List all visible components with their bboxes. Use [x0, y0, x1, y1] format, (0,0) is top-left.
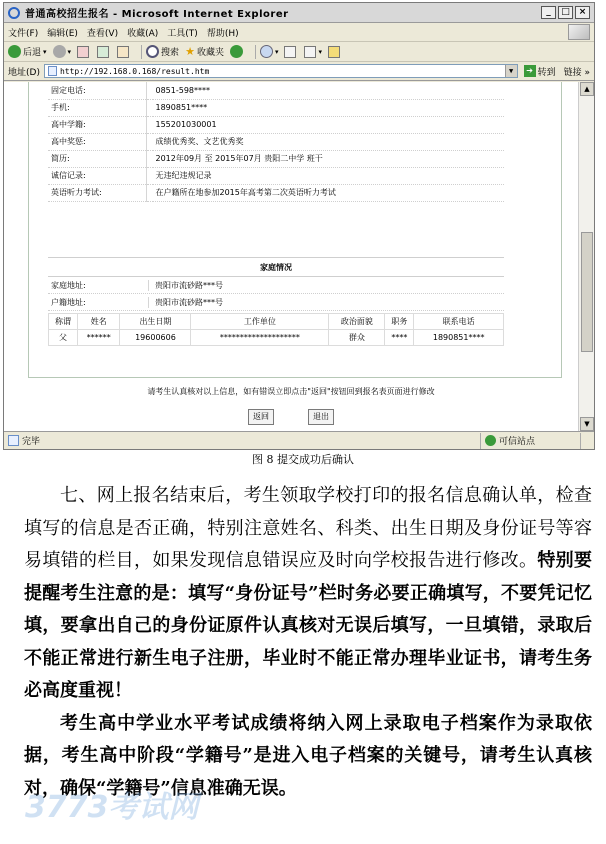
- maximize-button[interactable]: □: [558, 6, 573, 19]
- media-icon: [230, 45, 243, 58]
- site-watermark: 3773考试网: [25, 790, 199, 825]
- go-label: 转到: [537, 67, 556, 78]
- search-label: 搜索: [161, 48, 180, 58]
- dropdown-icon[interactable]: ▾: [318, 47, 322, 56]
- back-label: 后退: [23, 48, 42, 58]
- folder-icon: [328, 46, 340, 58]
- print-icon: [304, 46, 316, 58]
- folder-button[interactable]: [328, 46, 342, 58]
- trusted-zone-icon: [485, 435, 496, 446]
- history-icon: [260, 45, 273, 58]
- stop-button[interactable]: [77, 46, 91, 58]
- info-row: [48, 133, 504, 150]
- back-arrow-icon: [8, 45, 21, 58]
- dropdown-icon[interactable]: ▾: [67, 47, 72, 56]
- family-column-header: 职务: [385, 314, 414, 330]
- refresh-icon: [97, 46, 109, 58]
- address-dropdown-icon[interactable]: ▼: [505, 65, 517, 77]
- info-row: [48, 150, 504, 167]
- paragraph-2: [24, 708, 592, 806]
- links-label: 链接: [563, 67, 582, 78]
- ie-logo-icon: [8, 7, 20, 19]
- family-cell: ******: [77, 330, 120, 346]
- info-row: [48, 116, 504, 133]
- info-value: 无违纪违规记录: [153, 167, 505, 184]
- family-cell: ********************: [191, 330, 329, 346]
- toolbar: [4, 42, 594, 62]
- family-column-header: 政治面貌: [329, 314, 385, 330]
- page-content: [4, 82, 578, 431]
- print-button[interactable]: [304, 46, 322, 58]
- figure-caption: 图 8 提交成功后确认: [252, 453, 354, 466]
- address-url: http://192.168.0.168/result.htm: [59, 66, 210, 76]
- menu-view[interactable]: 查看(V): [86, 28, 119, 39]
- dropdown-icon[interactable]: ▾: [43, 47, 47, 56]
- info-row: [48, 99, 504, 116]
- paragraph-1: [24, 480, 592, 708]
- info-value: 1890851****: [153, 99, 505, 116]
- star-icon: ★: [185, 45, 195, 58]
- close-button[interactable]: ×: [575, 6, 590, 19]
- confirm-notice: 请考生认真核对以上信息，如有错误立即点击"返回"按钮回到报名表页面进行修改: [147, 387, 435, 396]
- back-button[interactable]: [8, 45, 47, 58]
- security-zone: [480, 433, 580, 449]
- info-row: [48, 167, 504, 184]
- info-label: 高中奖惩:: [48, 133, 146, 150]
- paragraph-1-normal: 七、网上报名结束后，考生领取学校打印的报名信息确认单，检查填写的信息是否正确，特别注意姓名、科类、出生日期及身份证号等容易填错的栏目，如果发现信息错误应及时向学校报告进行修改。: [24, 485, 592, 571]
- info-label: 手机:: [48, 99, 146, 116]
- applicant-info-table: [48, 82, 504, 202]
- family-members-table: [48, 313, 504, 346]
- family-column-header: 联系电话: [414, 314, 504, 330]
- menu-tools[interactable]: 工具(T): [167, 28, 198, 39]
- dropdown-icon[interactable]: ▾: [274, 47, 279, 56]
- paragraph-1-bold: 特别要提醒考生注意的是：填写“身份证号”栏时务必要正确填写，不要凭记忆填，要拿出自己的身份证原件认真核对无误后填写，一旦填错，录取后不能正常进行新生电子注册，毕业时不能正常办理毕业证书，请考生务必高度重视！: [24, 550, 593, 701]
- family-cell: ****: [385, 330, 414, 346]
- page-viewport: [4, 82, 594, 431]
- status-text: 完毕: [22, 437, 41, 447]
- info-label: 英语听力考试:: [48, 184, 146, 201]
- toolbar-separator: [141, 45, 142, 59]
- family-row: [49, 330, 504, 346]
- info-label: 高中学籍:: [48, 116, 146, 133]
- family-cell: 父: [49, 330, 78, 346]
- home-icon: [117, 46, 129, 58]
- mail-icon: [284, 46, 296, 58]
- favorites-button[interactable]: [185, 45, 224, 58]
- info-label: 简历:: [48, 150, 146, 167]
- family-column-header: 称谓: [49, 314, 78, 330]
- page-done-icon: [8, 435, 19, 446]
- scroll-down-icon[interactable]: ▼: [580, 417, 594, 431]
- info-value: 0851-598****: [153, 82, 505, 99]
- address-bar: [4, 62, 594, 81]
- title-bar: [4, 3, 594, 23]
- menu-help[interactable]: 帮助(H): [206, 28, 239, 39]
- menu-bar: [4, 23, 594, 42]
- favorites-label: 收藏夹: [196, 48, 224, 58]
- address-label: 地址(D): [8, 67, 40, 78]
- minimize-button[interactable]: _: [541, 6, 556, 19]
- forward-button[interactable]: [53, 45, 72, 58]
- window-title: 普通高校招生报名 - Microsoft Internet Explorer: [25, 9, 289, 20]
- go-button[interactable]: [524, 65, 556, 78]
- menu-edit[interactable]: 编辑(E): [47, 28, 78, 39]
- info-value: 155201030001: [153, 116, 505, 133]
- info-row: [48, 82, 504, 99]
- hukou-address-row: [48, 294, 504, 311]
- address-input[interactable]: [44, 64, 518, 78]
- action-buttons: [4, 409, 578, 425]
- home-address-value: 贵阳市流砂路***号: [148, 280, 223, 291]
- family-column-header: 工作单位: [191, 314, 329, 330]
- search-button[interactable]: [146, 45, 179, 58]
- refresh-button[interactable]: [97, 46, 111, 58]
- links-button[interactable]: 链接 »: [563, 67, 590, 78]
- exit-button[interactable]: 退出: [308, 409, 334, 425]
- scroll-thumb[interactable]: [581, 232, 593, 352]
- hukou-address-label: 户籍地址:: [51, 297, 86, 307]
- paragraph-2-bold: 考生高中学业水平考试成绩将纳入网上录取电子档案作为录取依据，考生高中阶段“学籍号”是进入电子档案的关键号，请考生认真核对，确保“学籍号”信息准确无误。: [24, 712, 592, 799]
- history-button[interactable]: [260, 45, 279, 58]
- status-bar: [4, 431, 594, 449]
- family-heading: 家庭情况: [48, 257, 504, 277]
- home-address-row: [48, 277, 504, 294]
- resize-grip[interactable]: [580, 433, 594, 449]
- family-cell: 19600606: [120, 330, 191, 346]
- page-icon: [48, 66, 57, 76]
- document-body: [24, 480, 592, 805]
- ie-window: [3, 2, 595, 450]
- family-column-header: 姓名: [77, 314, 120, 330]
- media-button[interactable]: [230, 45, 245, 58]
- toolbar-separator: [255, 45, 256, 59]
- info-value: 2012年09月 至 2015年07月 贵阳二中学 班干: [153, 150, 505, 167]
- windows-flag-icon: [568, 24, 590, 40]
- back-page-button[interactable]: 返回: [248, 409, 274, 425]
- go-arrow-icon: ➔: [524, 65, 536, 77]
- forward-arrow-icon: [53, 45, 66, 58]
- menu-favorites[interactable]: 收藏(A): [127, 28, 159, 39]
- info-row: [48, 184, 504, 201]
- menu-file[interactable]: 文件(F): [8, 28, 39, 39]
- scroll-up-icon[interactable]: ▲: [580, 82, 594, 96]
- info-value: 成绩优秀奖、文艺优秀奖: [153, 133, 505, 150]
- info-label: 固定电话:: [48, 82, 146, 99]
- info-label: 诚信记录:: [48, 167, 146, 184]
- stop-icon: [77, 46, 89, 58]
- family-cell: 1890851****: [414, 330, 504, 346]
- info-value: 在户籍所在地参加2015年高考第二次英语听力考试: [153, 184, 505, 201]
- vertical-scrollbar[interactable]: [578, 82, 594, 431]
- search-icon: [146, 45, 159, 58]
- family-column-header: 出生日期: [120, 314, 191, 330]
- family-cell: 群众: [329, 330, 385, 346]
- family-section: [48, 257, 504, 346]
- home-button[interactable]: [117, 46, 131, 58]
- mail-button[interactable]: [284, 46, 298, 58]
- zone-label: 可信站点: [499, 437, 536, 447]
- home-address-label: 家庭地址:: [51, 280, 86, 290]
- hukou-address-value: 贵阳市流砂路***号: [148, 297, 223, 308]
